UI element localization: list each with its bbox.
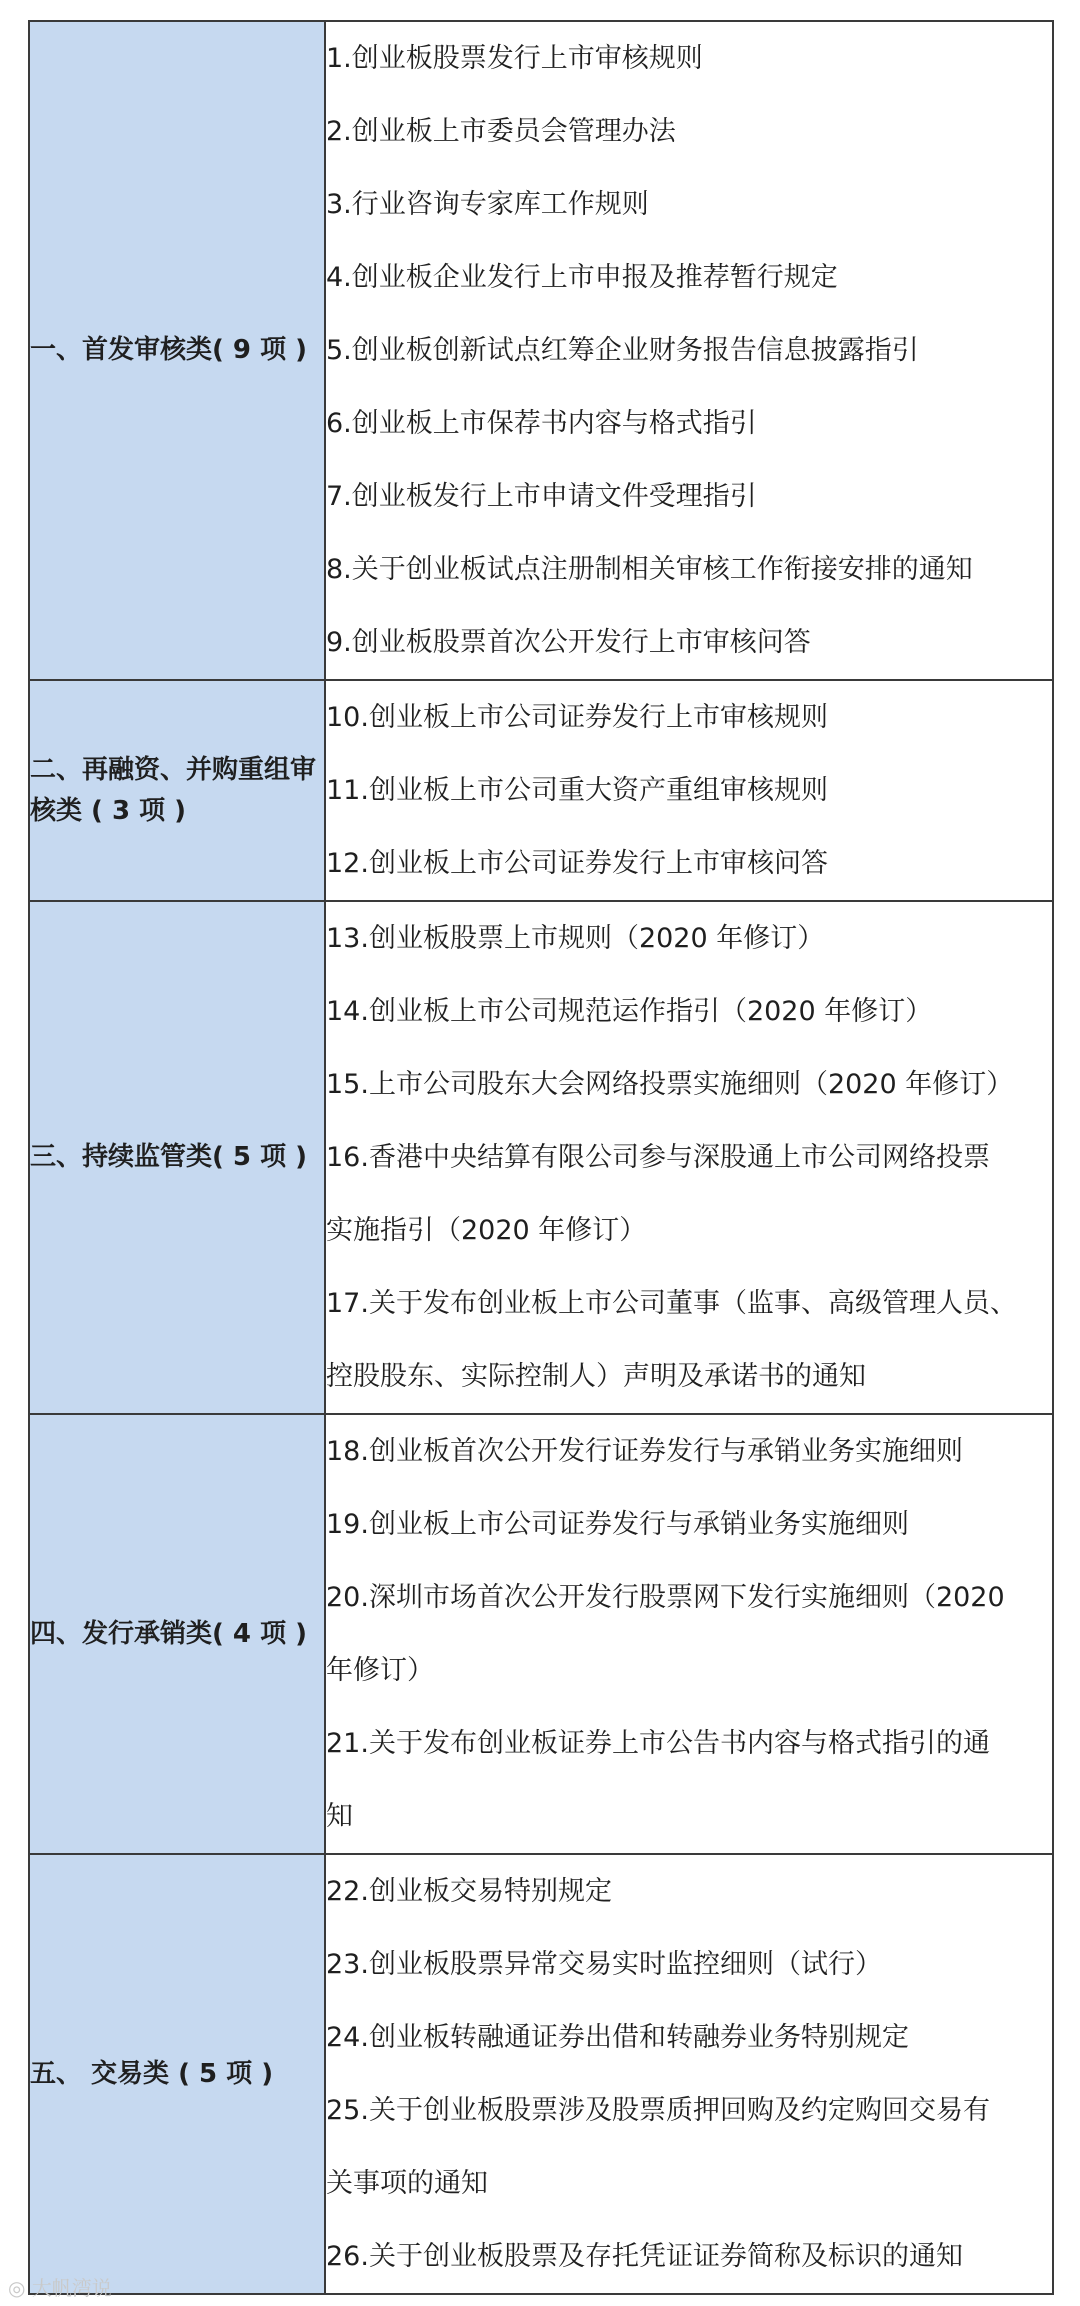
list-item: 10.创业板上市公司证券发行上市审核规则 xyxy=(326,702,828,733)
rules-table xyxy=(28,20,1054,2295)
list-item: 1.创业板股票发行上市审核规则 xyxy=(326,43,703,74)
list-item: 17.关于发布创业板上市公司董事（监事、高级管理人员、 xyxy=(326,1288,1017,1319)
table-row xyxy=(29,1854,1053,2294)
items-cell xyxy=(325,21,1053,680)
watermark-icon: ◎ xyxy=(8,2276,26,2300)
list-item: 3.行业咨询专家库工作规则 xyxy=(326,189,649,220)
category-cell: 四、发行承销类( 4 项 ) xyxy=(29,1414,325,1854)
list-item: 16.香港中央结算有限公司参与深股通上市公司网络投票 xyxy=(326,1142,990,1173)
list-item: 6.创业板上市保荐书内容与格式指引 xyxy=(326,408,757,439)
list-item: 12.创业板上市公司证券发行上市审核问答 xyxy=(326,848,828,879)
list-item: 20.深圳市场首次公开发行股票网下发行实施细则（2020 xyxy=(326,1582,1005,1613)
list-item: 7.创业板发行上市申请文件受理指引 xyxy=(326,481,757,512)
category-cell: 五、 交易类 ( 5 项 ) xyxy=(29,1854,325,2294)
list-item: 5.创业板创新试点红筹企业财务报告信息披露指引 xyxy=(326,335,919,366)
category-cell: 三、持续监管类( 5 项 ) xyxy=(29,901,325,1414)
list-item: 19.创业板上市公司证券发行与承销业务实施细则 xyxy=(326,1509,909,1540)
list-item: 25.关于创业板股票涉及股票质押回购及约定购回交易有 xyxy=(326,2095,990,2126)
list-item: 控股股东、实际控制人）声明及承诺书的通知 xyxy=(326,1361,866,1392)
list-item: 实施指引（2020 年修订） xyxy=(326,1215,647,1246)
list-item: 18.创业板首次公开发行证券发行与承销业务实施细则 xyxy=(326,1436,963,1467)
watermark xyxy=(8,2272,112,2301)
watermark-text: 大帆湾说 xyxy=(31,2276,112,2300)
items-cell xyxy=(325,901,1053,1414)
list-item: 2.创业板上市委员会管理办法 xyxy=(326,116,676,147)
list-item: 21.关于发布创业板证券上市公告书内容与格式指引的通 xyxy=(326,1728,990,1759)
table-row xyxy=(29,1414,1053,1854)
list-item: 22.创业板交易特别规定 xyxy=(326,1876,612,1907)
list-item: 知 xyxy=(326,1801,353,1832)
items-cell xyxy=(325,1414,1053,1854)
list-item: 关事项的通知 xyxy=(326,2168,488,2199)
list-item: 年修订） xyxy=(326,1655,434,1686)
list-item: 15.上市公司股东大会网络投票实施细则（2020 年修订） xyxy=(326,1069,1014,1100)
category-cell: 二、再融资、并购重组审核类 ( 3 项 ) xyxy=(29,680,325,901)
list-item: 24.创业板转融通证券出借和转融券业务特别规定 xyxy=(326,2022,909,2053)
list-item: 26.关于创业板股票及存托凭证证券简称及标识的通知 xyxy=(326,2241,963,2272)
items-cell xyxy=(325,680,1053,901)
list-item: 8.关于创业板试点注册制相关审核工作衔接安排的通知 xyxy=(326,554,973,585)
list-item: 14.创业板上市公司规范运作指引（2020 年修订） xyxy=(326,996,933,1027)
list-item: 11.创业板上市公司重大资产重组审核规则 xyxy=(326,775,828,806)
items-cell xyxy=(325,1854,1053,2294)
category-cell: 一、首发审核类( 9 项 ) xyxy=(29,21,325,680)
list-item: 9.创业板股票首次公开发行上市审核问答 xyxy=(326,627,811,658)
table-row xyxy=(29,901,1053,1414)
list-item: 4.创业板企业发行上市申报及推荐暂行规定 xyxy=(326,262,838,293)
list-item: 13.创业板股票上市规则（2020 年修订） xyxy=(326,923,825,954)
table-row xyxy=(29,680,1053,901)
list-item: 23.创业板股票异常交易实时监控细则（试行） xyxy=(326,1949,882,1980)
table-row xyxy=(29,21,1053,680)
